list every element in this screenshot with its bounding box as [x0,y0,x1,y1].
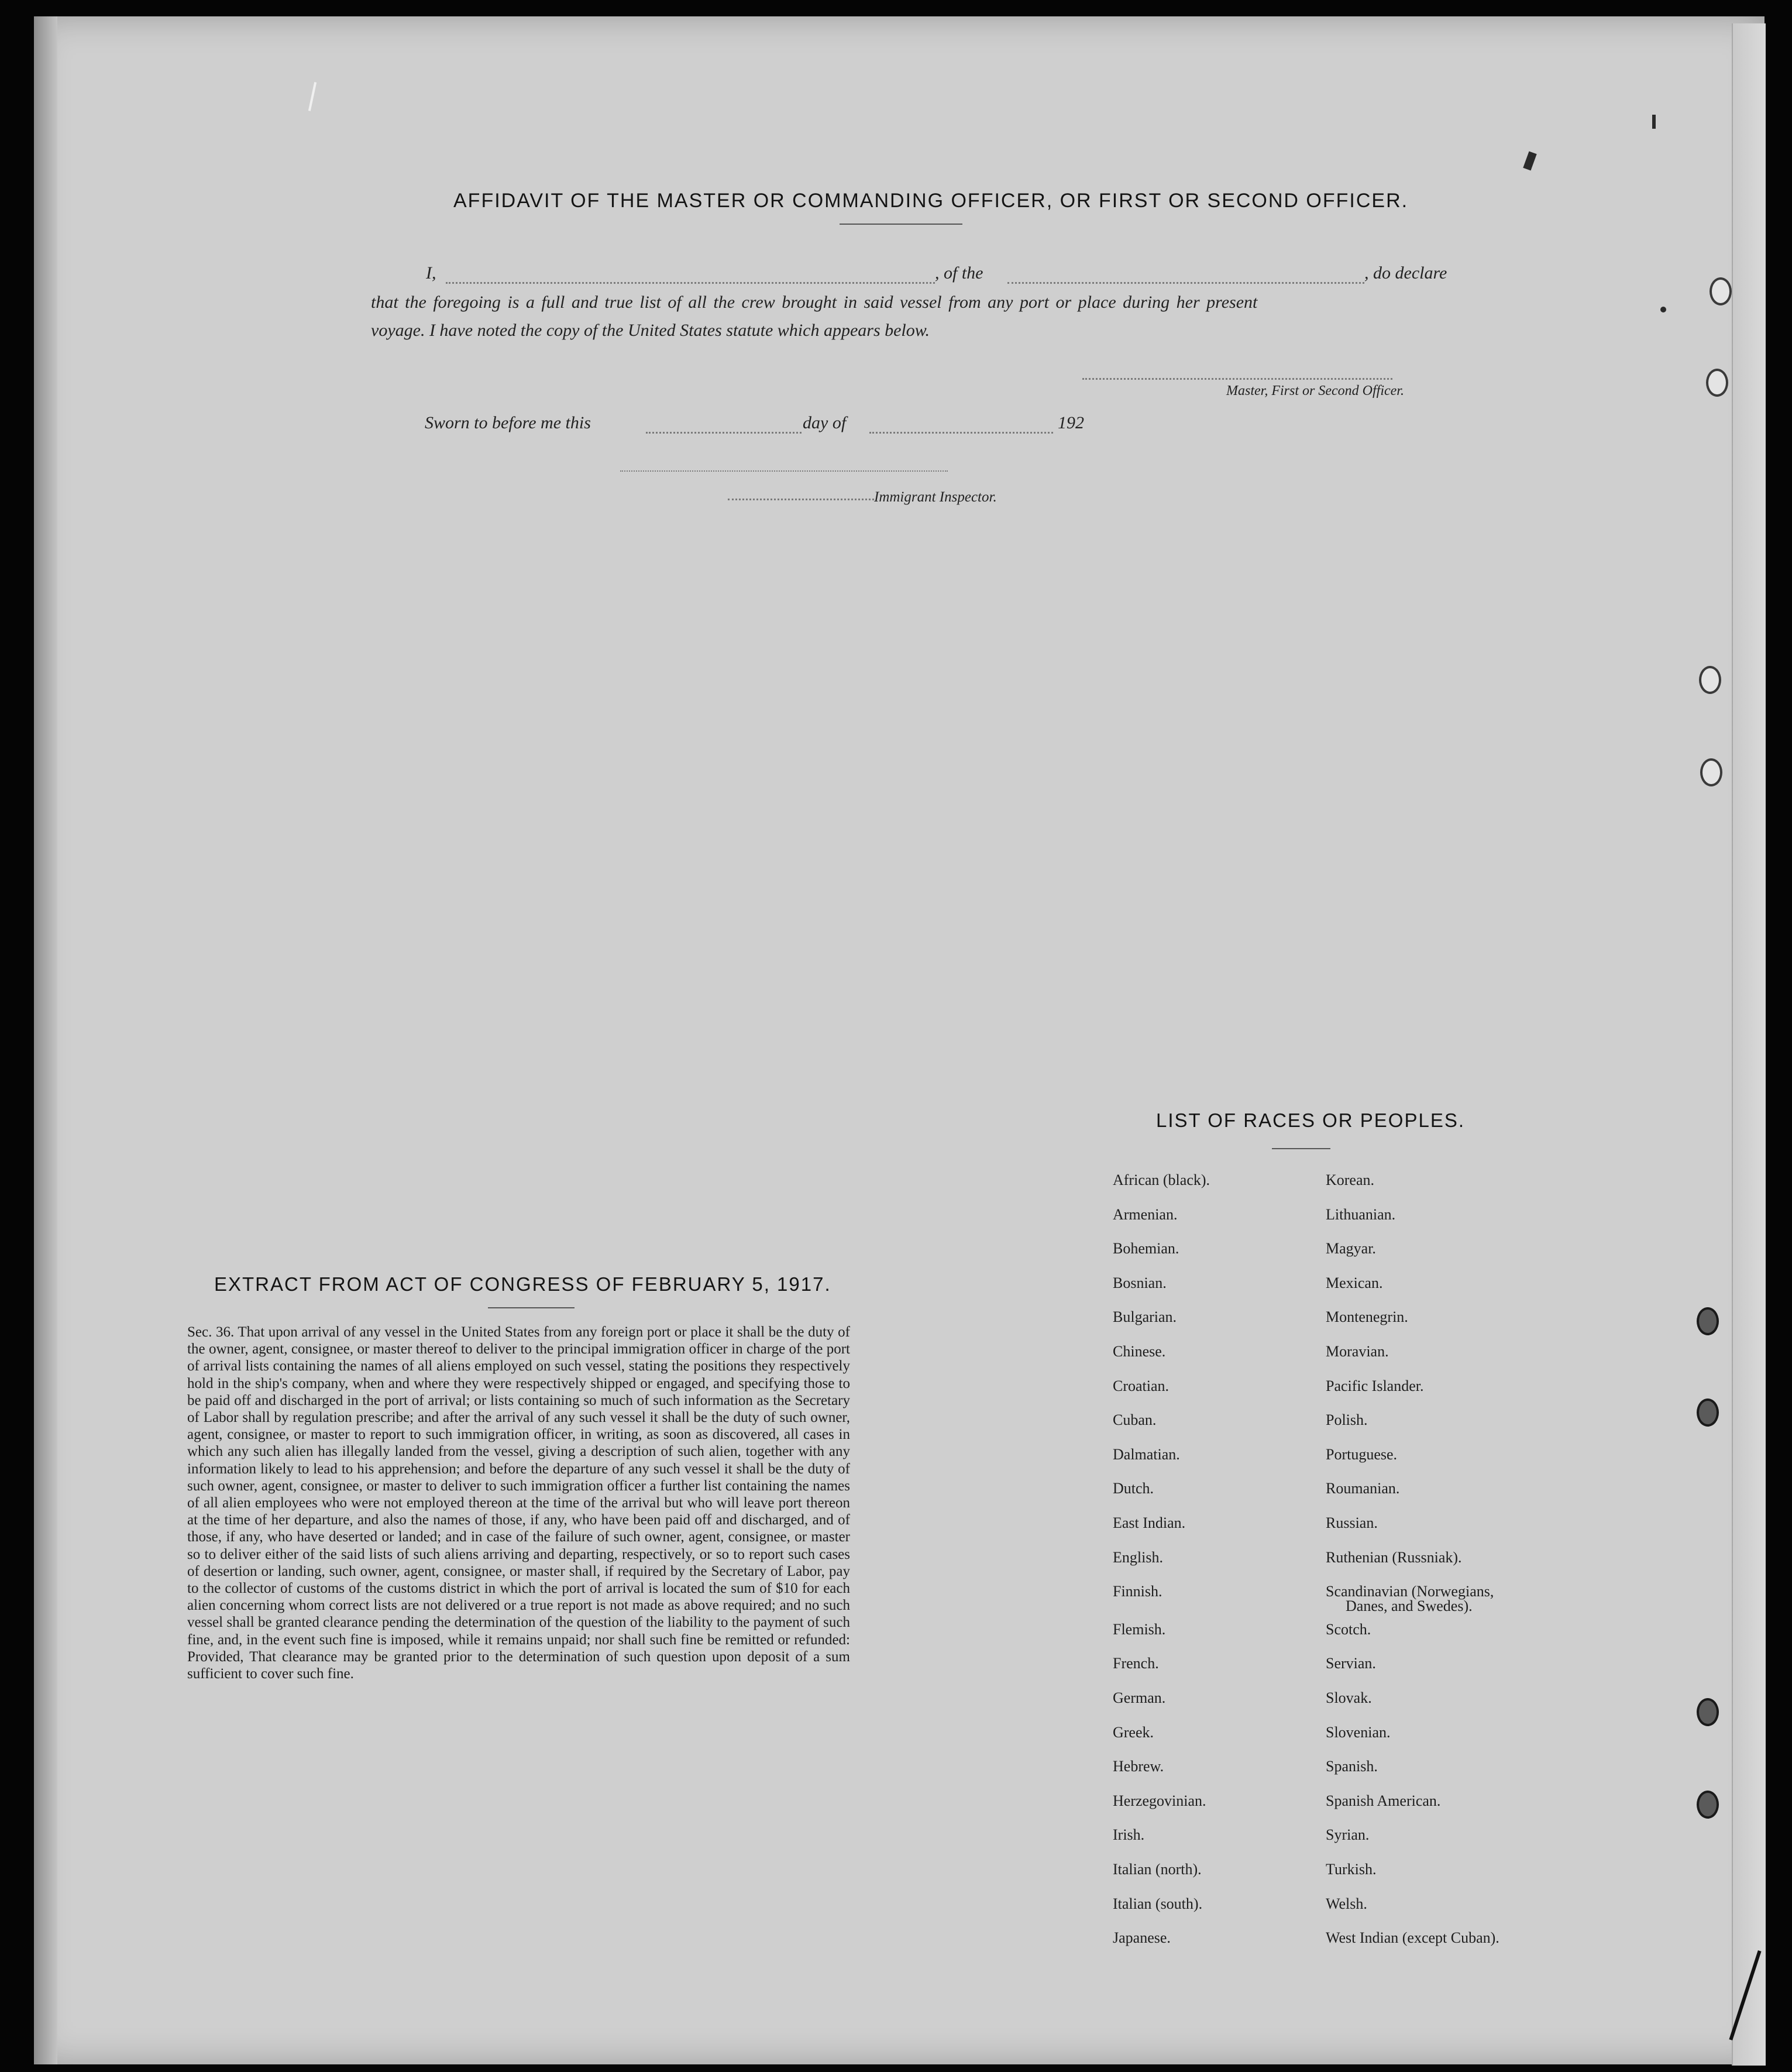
master-signature-caption: Master, First or Second Officer. [1226,383,1404,398]
declaration-i: I, [426,263,436,283]
name-field[interactable] [446,282,935,284]
binding-hole-3 [1699,666,1721,694]
races-title-rule [1272,1148,1330,1149]
page-right-edge [1732,23,1766,2066]
binding-hole-8 [1697,1791,1719,1819]
race-right-item-18: Spanish American. [1326,1792,1441,1809]
race-left-item-9: Dutch. [1113,1480,1154,1497]
vessel-field[interactable] [1007,282,1364,284]
sworn-month-field[interactable] [869,432,1053,434]
race-right-item-13: Scotch. [1326,1620,1371,1638]
race-left-item-6: Croatian. [1113,1377,1170,1394]
inspector-dotted-line-upper [620,470,948,472]
race-right-item-7: Polish. [1326,1411,1368,1429]
race-left-item-14: French. [1113,1655,1159,1672]
master-signature-field[interactable] [1082,378,1392,380]
race-left-item-5: Chinese. [1113,1343,1166,1360]
races-title: LIST OF RACES OR PEOPLES. [1156,1109,1466,1131]
affidavit-title: AFFIDAVIT OF THE MASTER OR COMMANDING OFFICER, OR FIRST OR SECOND OFFICER. [453,190,1409,212]
year-text: 192 [1058,413,1084,432]
race-right-item-3: Mexican. [1326,1274,1383,1291]
page-left-edge [34,16,57,2064]
binding-hole-4 [1700,758,1722,786]
extract-title: EXTRACT FROM ACT OF CONGRESS OF FEBRUARY 5, 1917. [214,1273,831,1295]
extract-title-rule [488,1307,575,1308]
affidavit-title-rule [840,224,962,225]
race-left-item-19: Irish. [1113,1826,1145,1844]
inspector-signature-field[interactable] [728,499,874,500]
race-left-item-1: Armenian. [1113,1205,1178,1223]
race-right-item-20: Turkish. [1326,1861,1377,1878]
race-left-item-8: Dalmatian. [1113,1445,1180,1463]
race-right-item-1: Lithuanian. [1326,1205,1396,1223]
margin-mark-1 [1652,115,1656,129]
race-left-item-16: Greek. [1113,1723,1154,1741]
race-right-item-11: Ruthenian (Russniak). [1326,1548,1462,1566]
race-right-item-0: Korean. [1326,1171,1375,1188]
race-right-item-6: Pacific Islander. [1326,1377,1424,1394]
declaration-line-2: that the foregoing is a full and true list of all the crew brought in said vessel from any port or place during her present [371,293,1258,312]
inspector-caption: Immigrant Inspector. [874,489,997,505]
race-left-item-7: Cuban. [1113,1411,1157,1429]
race-left-item-18: Herzegovinian. [1113,1792,1206,1809]
race-right-item-17: Spanish. [1326,1758,1378,1775]
race-scandinavian-continued: Danes, and Swedes). [1346,1597,1473,1614]
sworn-text: Sworn to before me this [425,413,591,432]
declaration-of-the: , of the [935,263,983,283]
race-left-item-10: East Indian. [1113,1514,1186,1531]
race-right-item-19: Syrian. [1326,1826,1370,1844]
binding-hole-7 [1697,1698,1719,1726]
declaration-do-declare: , do declare [1364,263,1447,283]
race-right-item-21: Welsh. [1326,1895,1367,1912]
race-left-item-13: Flemish. [1113,1620,1166,1638]
race-left-item-2: Bohemian. [1113,1240,1179,1257]
binding-hole-5 [1697,1307,1719,1335]
race-left-item-21: Italian (south). [1113,1895,1203,1912]
race-left-item-17: Hebrew. [1113,1758,1164,1775]
race-right-item-14: Servian. [1326,1655,1376,1672]
race-right-item-2: Magyar. [1326,1240,1376,1257]
race-left-item-15: German. [1113,1689,1166,1706]
race-left-item-3: Bosnian. [1113,1274,1167,1291]
race-right-item-9: Roumanian. [1326,1480,1400,1497]
day-of-text: day of [803,413,847,432]
binding-hole-6 [1697,1398,1719,1427]
race-right-item-12: Scandinavian (Norwegians, [1326,1583,1494,1600]
race-left-item-22: Japanese. [1113,1929,1171,1947]
race-left-item-12: Finnish. [1113,1583,1162,1600]
race-left-item-4: Bulgarian. [1113,1308,1177,1326]
race-left-item-20: Italian (north). [1113,1861,1202,1878]
race-left-item-11: English. [1113,1548,1163,1566]
binding-hole-2 [1706,369,1728,397]
declaration-line-3: voyage. I have noted the copy of the United States statute which appears below. [371,321,930,340]
race-right-item-4: Montenegrin. [1326,1308,1408,1326]
race-left-item-0: African (black). [1113,1171,1210,1188]
race-right-item-5: Moravian. [1326,1343,1389,1360]
race-right-item-22: West Indian (except Cuban). [1326,1929,1499,1947]
race-right-item-10: Russian. [1326,1514,1378,1531]
extract-body: Sec. 36. That upon arrival of any vessel in the United States from any foreign port or place it shall be the duty of the owner, agent, consignee, or master thereof to deliver to the principal immigration officer in charge of the port of arrival lists containing the names of all aliens employed on such vessel, stating the positions they respectively hold in the ship's company, when and where they were respectively shipped or engaged, and specifying those to be paid off and discharged in the port of arrival; or lists containing so much of such information as the Secretary of Labor shall by regulation prescribe; and after the arrival of any such vessel it shall be the duty of such owner, agent, consignee, or master to report to such immigration officer, in writing, as soon as discovered, all cases in which any such alien has illegally landed from the vessel, giving a description of such alien, together with any information likely to lead to his apprehension; and before the departure of any such vessel it shall be the duty of such owner, agent, consignee, or master to deliver to such immigration officer a further list containing the names of all alien employees who were not employed thereon at the time of the arrival but who will leave port thereon at the time of her departure, and also the names of those, if any, who have been paid off and discharged, and of those, if any, who have deserted or landed; and in case of the failure of such owner, agent, consignee, or master so to deliver either of the said lists of such aliens arriving and departing, respectively, or so to report such cases of desertion or landing, such owner, agent, consignee, or master shall, if required by the Secretary of Labor, pay to the collector of customs of the customs district in which the port of arrival is located the sum of $10 for each alien concerning whom correct lists are not delivered or a true report is not made as above required; and no such vessel shall be granted clearance pending the determination of the question of the liability to the payment of such fine, and, in the event such fine is imposed, while it remains unpaid; nor shall such fine be remitted or refunded: Provided, That clearance may be granted prior to the determination of such question upon deposit of a sum sufficient to cover such fine. [187,1324,850,1682]
race-right-item-16: Slovenian. [1326,1723,1391,1741]
race-right-item-8: Portuguese. [1326,1445,1398,1463]
race-right-item-15: Slovak. [1326,1689,1372,1706]
margin-mark-3 [1660,307,1666,312]
sworn-day-field[interactable] [646,432,802,434]
binding-hole-1 [1710,277,1732,305]
